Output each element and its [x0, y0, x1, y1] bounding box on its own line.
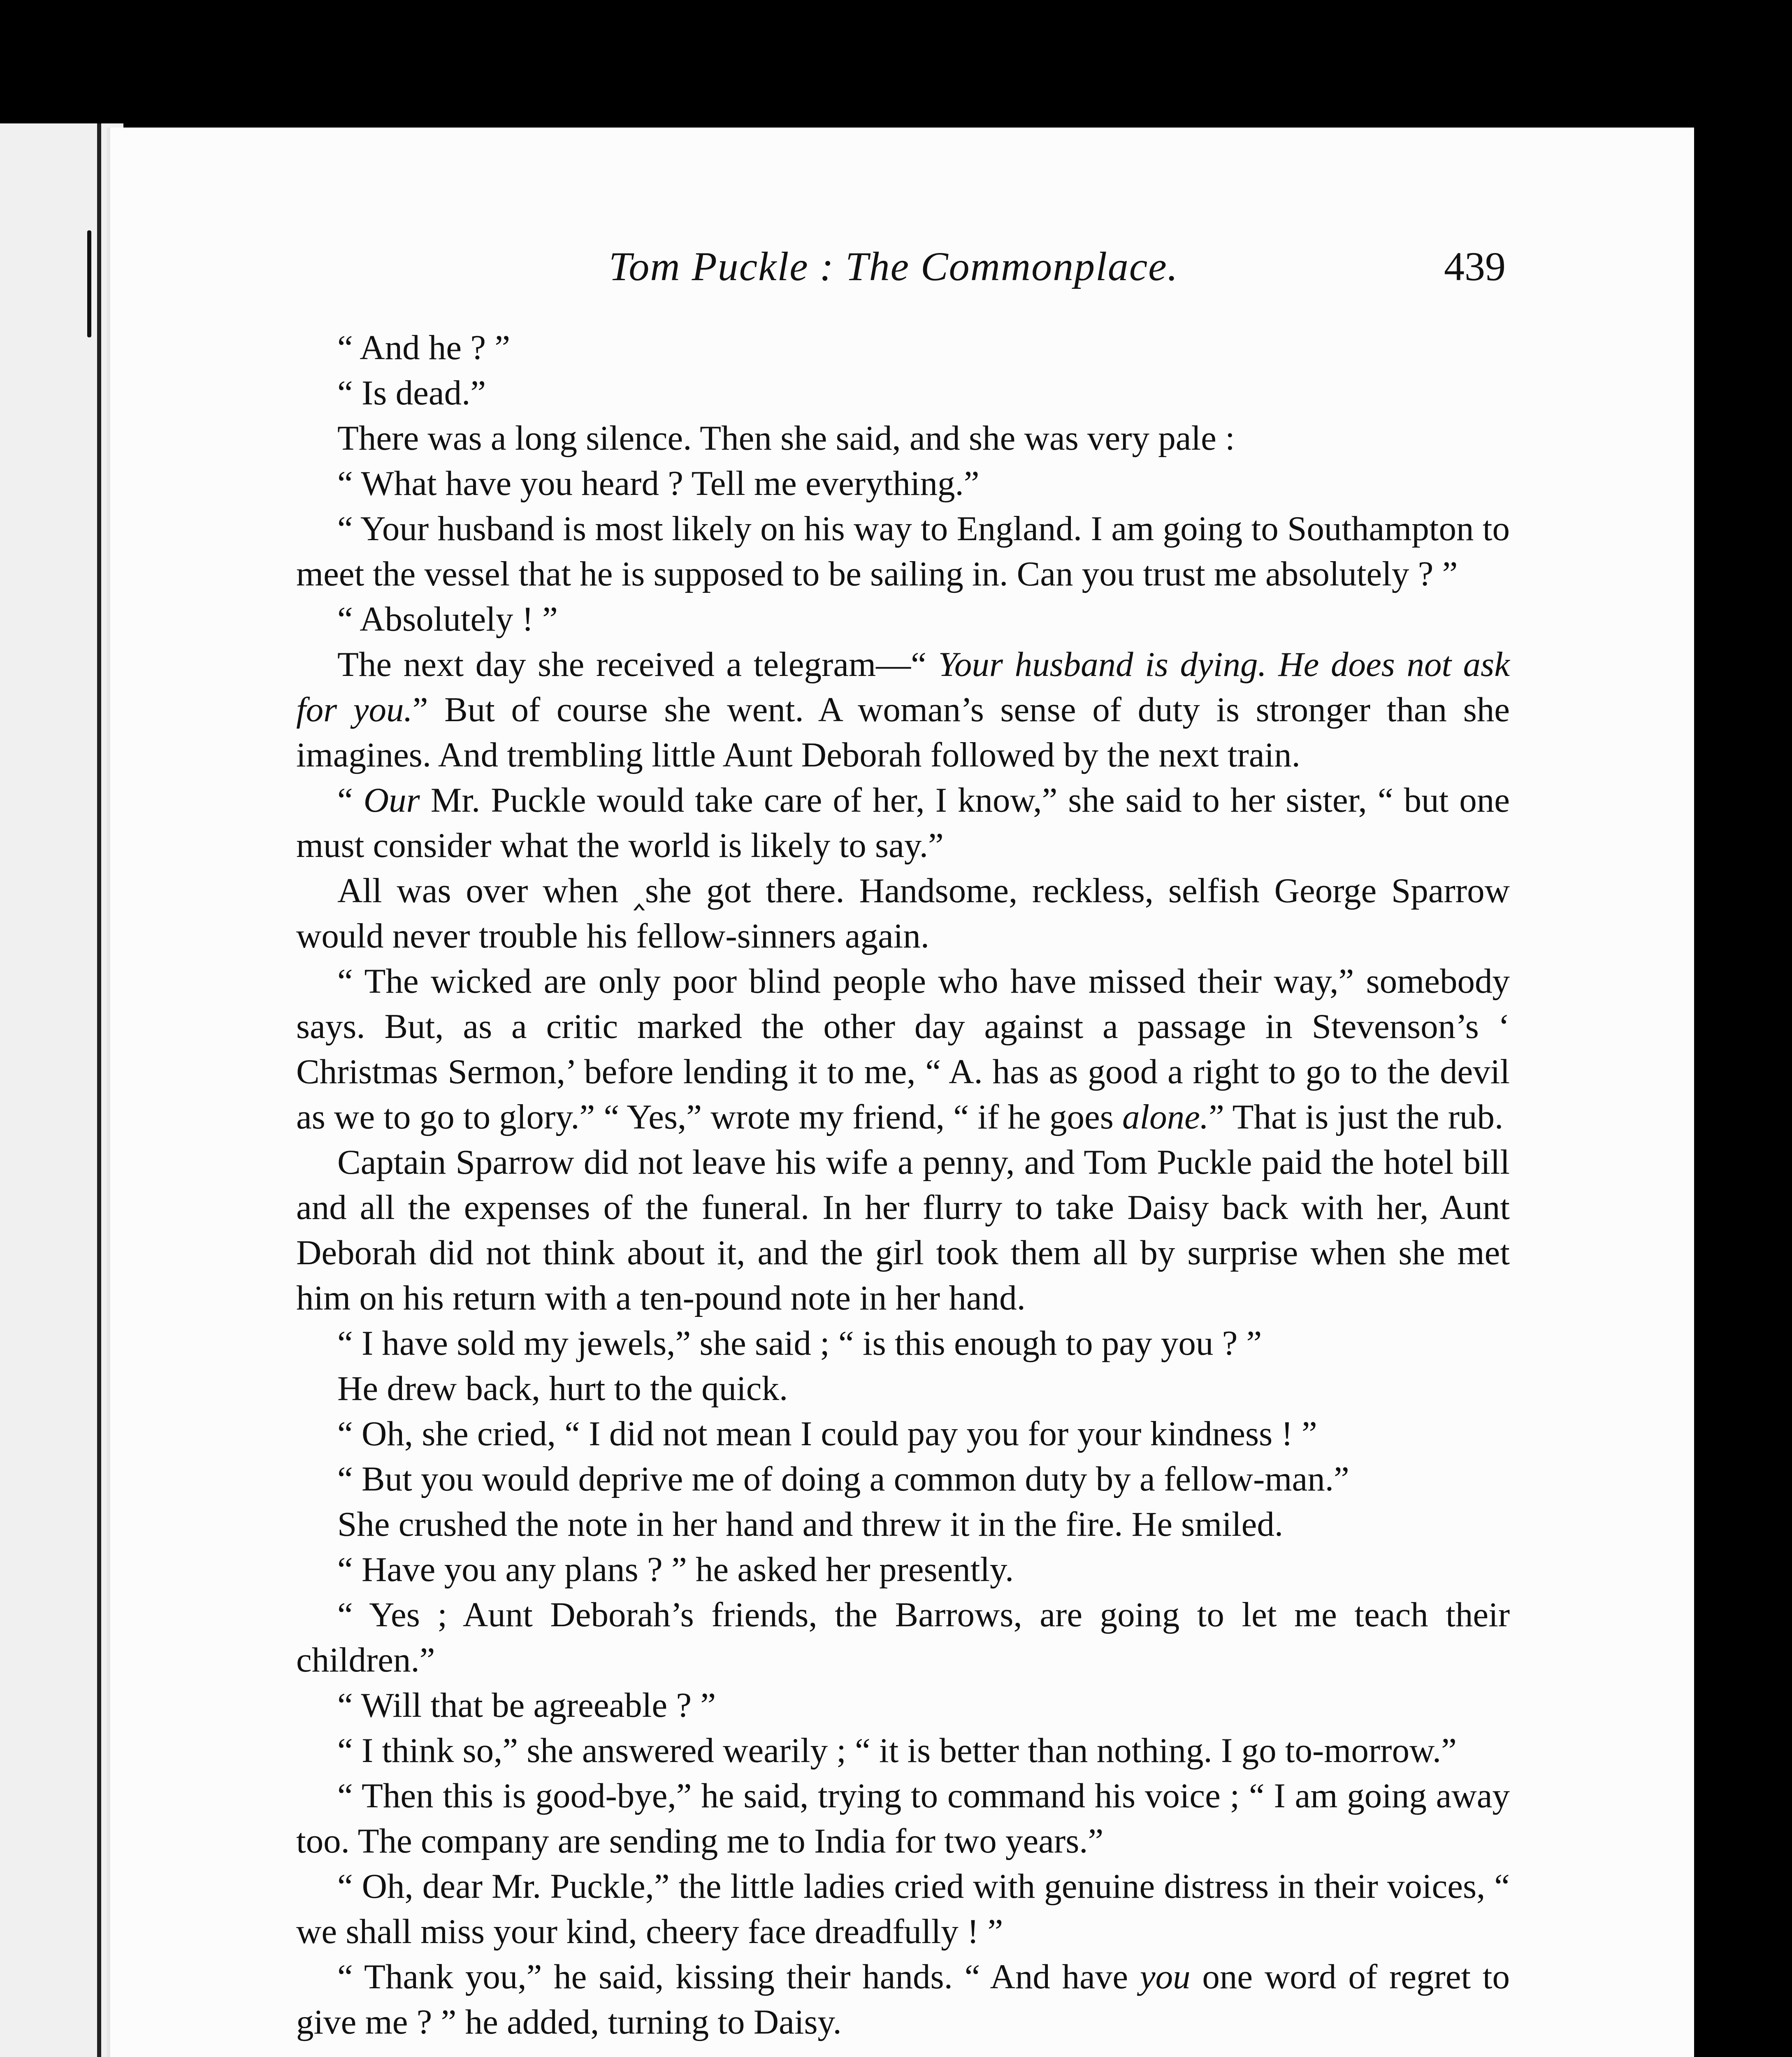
paragraph [296, 778, 1510, 868]
paragraph [296, 1773, 1510, 1864]
paragraph [296, 1321, 1510, 1366]
paragraph [296, 325, 1510, 370]
text-run: He drew back, hurt to the quick. [337, 1369, 788, 1408]
paragraph [296, 416, 1510, 461]
paragraph [296, 1683, 1510, 1728]
text-run: “ What have you heard ? Tell me everything.” [337, 464, 980, 503]
paragraph [296, 1954, 1510, 2045]
page-number: 439 [1444, 244, 1506, 289]
text-run: “ Your husband is most likely on his way to England. I am going to Southampton to meet the vessel that he is supposed to be sailing in. Can you trust me absolutely ? ” [296, 509, 1510, 593]
italic-text: alone. [1122, 1098, 1209, 1136]
text-run: “ I have sold my jewels,” she said ; “ is this enough to pay you ? ” [337, 1324, 1262, 1363]
text-run: All was over when ‸she got there. Handsome, reckless, selfish George Sparrow would never trouble his fellow-sinners again. [296, 871, 1510, 955]
text-run: “ [337, 781, 364, 820]
text-run: “ And he ? ” [337, 328, 511, 367]
book-gutter [97, 123, 101, 2057]
text-run: “ But you would deprive me of doing a common duty by a fellow-man.” [337, 1460, 1349, 1498]
paragraph [296, 1728, 1510, 1773]
text-run: “ Yes ; Aunt Deborah’s friends, the Barrows, are going to let me teach their children.” [296, 1595, 1510, 1679]
paragraph [296, 1366, 1510, 1411]
text-run: “ Absolutely ! ” [337, 600, 558, 638]
paragraph [296, 370, 1510, 416]
text-run: ” That is just the rub. [1209, 1098, 1504, 1136]
paragraph [296, 1456, 1510, 1502]
paragraph [296, 868, 1510, 959]
text-run: “ Is dead.” [337, 374, 486, 412]
text-run: The next day she received a telegram—“ [337, 645, 938, 684]
paragraph [296, 1592, 1510, 1683]
text-run: There was a long silence. Then she said, and she was very pale : [337, 419, 1235, 457]
paragraph [296, 461, 1510, 506]
text-run: ” But of course she went. A woman’s sense of duty is stronger than she imagines. And trembling little Aunt Deborah followed by the next train. [296, 690, 1510, 774]
text-run: Captain Sparrow did not leave his wife a penny, and Tom Puckle paid the hotel bill and all the expenses of the funeral. In her flurry to take Daisy back with her, Aunt Deborah did not think about it, and the girl took them all by surprise when she met him on his return with a ten-pound note in her hand. [296, 1143, 1510, 1317]
running-head: Tom Puckle : The Commonplace. [609, 244, 1179, 289]
italic-text: you [1140, 1957, 1191, 1996]
body-text [296, 325, 1510, 2045]
paragraph [296, 959, 1510, 1140]
paragraph [296, 1502, 1510, 1547]
paragraph [296, 506, 1510, 597]
gutter-mark [87, 230, 91, 337]
text-run: “ Then this is good-bye,” he said, trying to command his voice ; “ I am going away too. The company are sending me to India for two years.” [296, 1776, 1510, 1860]
paragraph [296, 1140, 1510, 1321]
paragraph [296, 642, 1510, 778]
text-run: “ Will that be agreeable ? ” [337, 1686, 716, 1725]
facing-page [0, 123, 123, 2057]
text-run: “ Oh, dear Mr. Puckle,” the little ladies cried with genuine distress in their voices, “ we shall miss your kind, cheery face dreadfully ! ” [296, 1867, 1510, 1951]
text-run: “ I think so,” she answered wearily ; “ it is better than nothing. I go to-morrow.” [337, 1731, 1457, 1770]
paragraph [296, 1864, 1510, 1954]
paragraph [296, 1411, 1510, 1456]
italic-text: Our [363, 781, 420, 820]
text-run: “ Oh, she cried, “ I did not mean I could pay you for your kindness ! ” [337, 1414, 1317, 1453]
italic-text: Your husband is dying. He does not ask for you. [296, 645, 1510, 729]
text-run: “ Have you any plans ? ” he asked her presently. [337, 1550, 1014, 1589]
paragraph [296, 1547, 1510, 1592]
text-run: Mr. Puckle would take care of her, I know,” she said to her sister, “ but one must consider what the world is likely to say.” [296, 781, 1510, 865]
paragraph [296, 597, 1510, 642]
text-run: “ The wicked are only poor blind people who have missed their way,” somebody says. But, as a critic marked the other day against a passage in Stevenson’s ‘ Christmas Sermon,’ before lending it to me, “ A. has as good a right to go to the devil as we to go to glory.” “ Yes,” wrote my friend, “ if he goes [296, 962, 1510, 1136]
text-run: She crushed the note in her hand and threw it in the fire. He smiled. [337, 1505, 1284, 1544]
text-run: “ Thank you,” he said, kissing their hands. “ And have [337, 1957, 1140, 1996]
text-run: one word of regret to give me ? ” he added, turning to Daisy. [296, 1957, 1510, 2041]
